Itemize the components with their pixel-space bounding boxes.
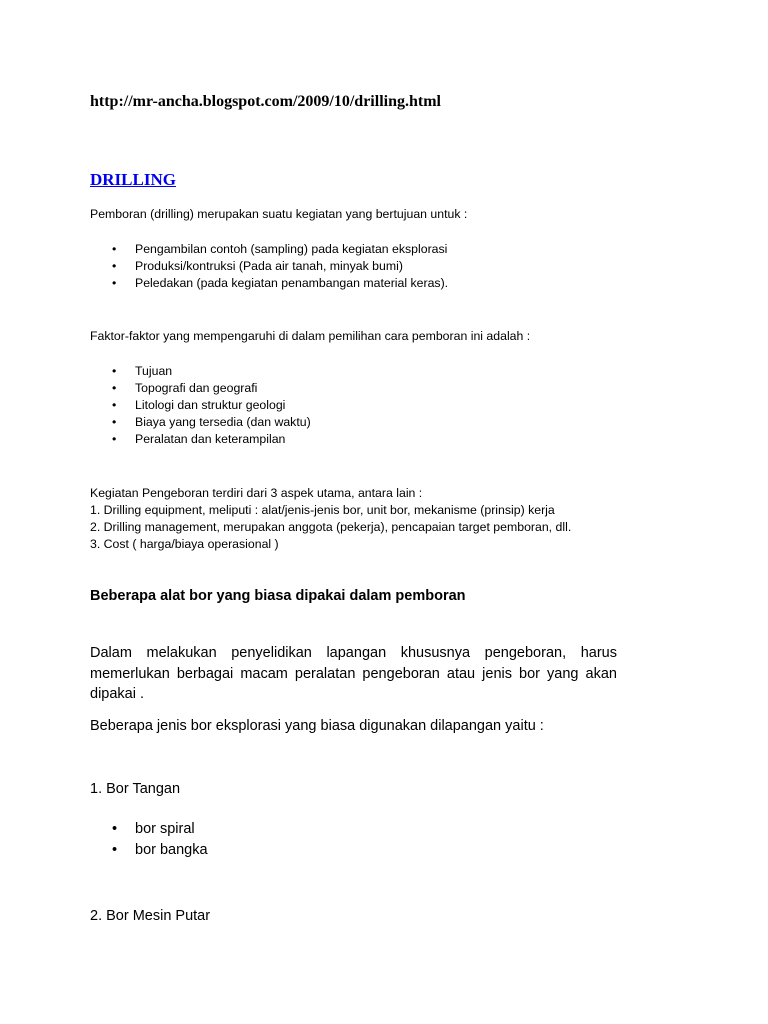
bullet-icon: • [112, 821, 118, 837]
body-paragraph: Dalam melakukan penyelidikan lapangan khususnya pengeboran, harus memerlukan berbagai macam peralatan pengeboran atau jenis bor yang akan dipakai . [90, 645, 617, 702]
body-paragraph-2: Beberapa jenis bor eksplorasi yang biasa digunakan dilapangan yaitu : [90, 718, 544, 734]
list-item-text: Litologi dan struktur geologi [135, 398, 286, 412]
bullet-icon: • [112, 259, 117, 273]
list-item [90, 840, 208, 861]
numbered-item-2: 2. Bor Mesin Putar [90, 908, 211, 924]
bullet-icon: • [112, 364, 117, 378]
list-item-text: Biaya yang tersedia (dan waktu) [135, 415, 311, 429]
list-item-text: bor bangka [135, 842, 208, 858]
list-item [90, 241, 448, 258]
intro-paragraph: Pemboran (drilling) merupakan suatu kegiatan yang bertujuan untuk : [90, 207, 468, 221]
title-link-drilling[interactable]: DRILLING [90, 170, 176, 189]
factors-intro: Faktor-faktor yang mempengaruhi di dalam pemilihan cara pemboran ini adalah : [90, 329, 531, 343]
list-item [90, 819, 208, 840]
bullet-icon: • [112, 398, 117, 412]
factors-list [90, 363, 311, 448]
list-item [90, 414, 311, 431]
aspects-line: Kegiatan Pengeboran terdiri dari 3 aspek utama, antara lain : [90, 486, 423, 500]
list-item-text: Peralatan dan keterampilan [135, 432, 286, 446]
aspects-line: 1. Drilling equipment, meliputi : alat/jenis-jenis bor, unit bor, mekanisme (prinsip) kerja [90, 503, 555, 517]
list-item [90, 275, 448, 292]
section-heading: Beberapa alat bor yang biasa dipakai dalam pemboran [90, 588, 466, 604]
aspects-line: 3. Cost ( harga/biaya operasional ) [90, 537, 279, 551]
bullet-icon: • [112, 842, 118, 858]
list-item [90, 363, 311, 380]
list-item-text: Tujuan [135, 364, 173, 378]
list-item-text: bor spiral [135, 821, 195, 837]
list-item-text: Pengambilan contoh (sampling) pada kegiatan eksplorasi [135, 242, 448, 256]
list-item [90, 397, 311, 414]
numbered-item-1: 1. Bor Tangan [90, 781, 181, 797]
source-url: http://mr-ancha.blogspot.com/2009/10/drilling.html [90, 93, 441, 110]
aspects-block [90, 485, 571, 553]
bullet-icon: • [112, 415, 117, 429]
list-item [90, 380, 311, 397]
purposes-list [90, 241, 448, 292]
bullet-icon: • [112, 242, 117, 256]
aspects-line: 2. Drilling management, merupakan anggota (pekerja), pencapaian target pemboran, dll. [90, 520, 572, 534]
bullet-icon: • [112, 381, 117, 395]
list-item [90, 431, 311, 448]
bullet-icon: • [112, 432, 117, 446]
list-item [90, 258, 448, 275]
list-item-text: Produksi/kontruksi (Pada air tanah, minyak bumi) [135, 259, 403, 273]
bor-tangan-list [90, 819, 208, 861]
bullet-icon: • [112, 276, 117, 290]
list-item-text: Topografi dan geografi [135, 381, 258, 395]
list-item-text: Peledakan (pada kegiatan penambangan material keras). [135, 276, 449, 290]
